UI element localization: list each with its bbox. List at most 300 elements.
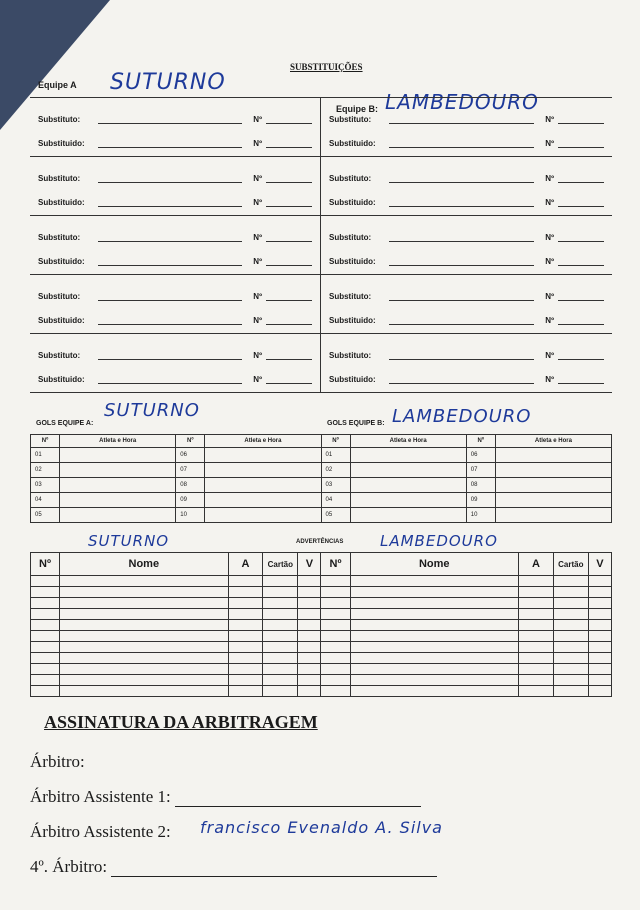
substituido-field[interactable]	[389, 324, 534, 325]
number-field[interactable]	[558, 324, 604, 325]
substituido-label: Substituido:	[329, 139, 376, 148]
substituido-line	[329, 195, 604, 209]
team-b-label: Equipe B:	[336, 104, 378, 114]
warnings-cell[interactable]	[321, 631, 350, 642]
warnings-cell[interactable]	[228, 620, 263, 631]
number-field[interactable]	[266, 241, 312, 242]
goals-team-b-handwritten: LAMBEDOURO	[392, 406, 532, 427]
goals-athlete-cell[interactable]	[205, 448, 321, 463]
substituto-field[interactable]	[98, 300, 242, 301]
warnings-cell[interactable]	[519, 587, 554, 598]
substituido-field[interactable]	[98, 206, 242, 207]
substituto-line	[329, 289, 604, 303]
warnings-cell[interactable]	[31, 576, 60, 587]
warnings-cell[interactable]	[60, 576, 228, 587]
substitution-cell	[30, 98, 321, 157]
goals-row-number: 05	[31, 508, 60, 523]
goals-col-no: Nº	[466, 435, 495, 448]
warnings-col-a: A	[519, 553, 554, 576]
warnings-cell[interactable]	[263, 642, 298, 653]
number-field[interactable]	[266, 300, 312, 301]
goals-row-number: 06	[176, 448, 205, 463]
substituido-label: Substituido:	[329, 375, 376, 384]
substituto-field[interactable]	[98, 359, 242, 360]
warnings-cell[interactable]	[553, 686, 588, 697]
warnings-cell[interactable]	[350, 686, 518, 697]
warnings-cell[interactable]	[298, 620, 321, 631]
substituto-field[interactable]	[389, 123, 534, 124]
substituido-field[interactable]	[389, 383, 534, 384]
warnings-team-b-handwritten: LAMBEDOURO	[380, 532, 498, 550]
warnings-col-v: V	[588, 553, 611, 576]
goals-athlete-cell[interactable]	[495, 463, 611, 478]
substituido-label: Substituido:	[329, 257, 376, 266]
substituido-line	[329, 372, 604, 386]
substituido-field[interactable]	[98, 383, 242, 384]
warnings-col-card: Cartão	[263, 553, 298, 576]
assistant2-line	[30, 822, 171, 842]
warnings-cell[interactable]	[553, 609, 588, 620]
warnings-cell[interactable]	[60, 631, 228, 642]
warnings-cell[interactable]	[263, 598, 298, 609]
number-field[interactable]	[266, 265, 312, 266]
warnings-cell[interactable]	[350, 642, 518, 653]
number-label: Nº	[545, 233, 554, 242]
warnings-cell[interactable]	[321, 675, 350, 686]
warnings-cell[interactable]	[553, 576, 588, 587]
warnings-cell[interactable]	[31, 653, 60, 664]
goals-row	[31, 508, 612, 523]
warnings-cell[interactable]	[350, 609, 518, 620]
goals-athlete-cell[interactable]	[350, 463, 466, 478]
warnings-cell[interactable]	[519, 675, 554, 686]
goals-col-no: Nº	[31, 435, 60, 448]
warnings-cell[interactable]	[553, 664, 588, 675]
warnings-cell[interactable]	[350, 675, 518, 686]
warnings-cell[interactable]	[519, 631, 554, 642]
substituto-line	[38, 289, 312, 303]
warnings-cell[interactable]	[31, 609, 60, 620]
warnings-cell[interactable]	[321, 576, 350, 587]
warnings-cell[interactable]	[588, 686, 611, 697]
goals-athlete-cell[interactable]	[60, 508, 176, 523]
warnings-cell[interactable]	[263, 675, 298, 686]
substituido-line	[329, 313, 604, 327]
team-b-handwritten-name: LAMBEDOURO	[385, 90, 539, 114]
goals-row-number: 03	[31, 478, 60, 493]
goals-row	[31, 493, 612, 508]
substituido-field[interactable]	[98, 265, 242, 266]
warnings-cell[interactable]	[321, 664, 350, 675]
warnings-row	[31, 576, 612, 587]
warnings-cell[interactable]	[321, 686, 350, 697]
goals-row-number: 04	[321, 493, 350, 508]
goals-athlete-cell[interactable]	[495, 478, 611, 493]
warnings-cell[interactable]	[588, 653, 611, 664]
number-field[interactable]	[558, 383, 604, 384]
goals-athlete-cell[interactable]	[350, 493, 466, 508]
goals-col-athlete: Atleta e Hora	[205, 435, 321, 448]
goals-col-athlete: Atleta e Hora	[495, 435, 611, 448]
warnings-cell[interactable]	[553, 631, 588, 642]
warnings-cell[interactable]	[298, 675, 321, 686]
substituto-field[interactable]	[389, 359, 534, 360]
warnings-cell[interactable]	[60, 675, 228, 686]
warnings-cell[interactable]	[228, 642, 263, 653]
substituido-label: Substituido:	[38, 375, 85, 384]
goals-athlete-cell[interactable]	[60, 493, 176, 508]
substituto-line	[329, 112, 604, 126]
number-label: Nº	[545, 316, 554, 325]
substituido-line	[38, 195, 312, 209]
warnings-row	[31, 631, 612, 642]
warnings-cell[interactable]	[31, 598, 60, 609]
substituto-field[interactable]	[98, 241, 242, 242]
goals-row-number: 02	[321, 463, 350, 478]
substituto-field[interactable]	[389, 300, 534, 301]
number-label: Nº	[545, 257, 554, 266]
warnings-cell[interactable]	[321, 587, 350, 598]
warnings-row	[31, 686, 612, 697]
number-field[interactable]	[558, 265, 604, 266]
substituido-field[interactable]	[98, 147, 242, 148]
assistant1-rule	[175, 792, 421, 807]
fourth-referee-rule	[111, 862, 437, 877]
warnings-cell[interactable]	[350, 620, 518, 631]
warnings-cell[interactable]	[60, 620, 228, 631]
assistant1-line	[30, 787, 421, 807]
assistant2-signature: francisco Evenaldo A. Silva	[200, 818, 443, 837]
warnings-cell[interactable]	[228, 587, 263, 598]
number-label: Nº	[545, 292, 554, 301]
warnings-cell[interactable]	[519, 664, 554, 675]
substituido-line	[38, 372, 312, 386]
goals-athlete-cell[interactable]	[60, 478, 176, 493]
number-field[interactable]	[266, 383, 312, 384]
goals-row-number: 02	[31, 463, 60, 478]
warnings-col-card: Cartão	[553, 553, 588, 576]
number-label: Nº	[253, 351, 262, 360]
substituido-field[interactable]	[98, 324, 242, 325]
warnings-cell[interactable]	[228, 664, 263, 675]
goals-team-a-label: GOLS EQUIPE A:	[36, 420, 94, 427]
warnings-cell[interactable]	[553, 598, 588, 609]
number-field[interactable]	[558, 182, 604, 183]
goals-athlete-cell[interactable]	[495, 448, 611, 463]
warnings-cell[interactable]	[588, 631, 611, 642]
warnings-cell[interactable]	[31, 642, 60, 653]
warnings-col-name: Nome	[350, 553, 518, 576]
substituto-label: Substituto:	[329, 174, 372, 183]
goals-athlete-cell[interactable]	[205, 463, 321, 478]
goals-row-number: 01	[321, 448, 350, 463]
warnings-cell[interactable]	[60, 642, 228, 653]
fourth-referee-line	[30, 857, 437, 877]
warnings-cell[interactable]	[263, 620, 298, 631]
number-label: Nº	[253, 115, 262, 124]
warnings-cell[interactable]	[263, 653, 298, 664]
substituido-line	[38, 254, 312, 268]
warnings-col-no: Nº	[31, 553, 60, 576]
warnings-cell[interactable]	[321, 620, 350, 631]
number-label: Nº	[253, 233, 262, 242]
warnings-cell[interactable]	[519, 653, 554, 664]
warnings-cell[interactable]	[350, 587, 518, 598]
warnings-cell[interactable]	[263, 576, 298, 587]
referee-line	[30, 752, 85, 772]
number-label: Nº	[545, 115, 554, 124]
warnings-col-no: Nº	[321, 553, 350, 576]
number-label: Nº	[545, 139, 554, 148]
substituto-label: Substituto:	[38, 115, 81, 124]
warnings-cell[interactable]	[519, 576, 554, 587]
goals-row-number: 05	[321, 508, 350, 523]
substituido-label: Substituido:	[329, 316, 376, 325]
substitution-cell	[30, 334, 321, 393]
warnings-cell[interactable]	[31, 664, 60, 675]
goals-col-no: Nº	[321, 435, 350, 448]
warnings-cell[interactable]	[519, 609, 554, 620]
number-field[interactable]	[558, 300, 604, 301]
substituido-label: Substituido:	[38, 139, 85, 148]
goals-row-number: 01	[31, 448, 60, 463]
goals-athlete-cell[interactable]	[350, 478, 466, 493]
number-label: Nº	[253, 375, 262, 384]
substituto-label: Substituto:	[329, 115, 372, 124]
substituto-line	[329, 171, 604, 185]
warnings-cell[interactable]	[588, 642, 611, 653]
substituto-field[interactable]	[98, 182, 242, 183]
substituto-label: Substituto:	[329, 233, 372, 242]
goals-athlete-cell[interactable]	[60, 463, 176, 478]
goals-row-number: 03	[321, 478, 350, 493]
number-field[interactable]	[266, 359, 312, 360]
warnings-cell[interactable]	[298, 631, 321, 642]
warnings-cell[interactable]	[588, 620, 611, 631]
warnings-cell[interactable]	[263, 587, 298, 598]
substituido-label: Substituido:	[38, 198, 85, 207]
warnings-cell[interactable]	[263, 609, 298, 620]
warnings-cell[interactable]	[60, 587, 228, 598]
warnings-cell[interactable]	[298, 653, 321, 664]
number-label: Nº	[545, 174, 554, 183]
warnings-cell[interactable]	[350, 653, 518, 664]
number-field[interactable]	[558, 359, 604, 360]
warnings-cell[interactable]	[60, 664, 228, 675]
warnings-cell[interactable]	[553, 587, 588, 598]
warnings-cell[interactable]	[228, 609, 263, 620]
warnings-cell[interactable]	[588, 587, 611, 598]
goals-row-number: 08	[466, 478, 495, 493]
substituto-field[interactable]	[389, 182, 534, 183]
warnings-row	[31, 598, 612, 609]
goals-athlete-cell[interactable]	[205, 493, 321, 508]
warnings-cell[interactable]	[228, 653, 263, 664]
warnings-cell[interactable]	[553, 642, 588, 653]
warnings-cell[interactable]	[60, 653, 228, 664]
number-label: Nº	[253, 198, 262, 207]
goals-table	[30, 434, 612, 523]
substituido-field[interactable]	[389, 206, 534, 207]
warnings-cell[interactable]	[298, 609, 321, 620]
team-a-handwritten-name: SUTURNO	[110, 70, 226, 95]
warnings-section	[30, 552, 612, 697]
substitution-cell	[321, 275, 612, 334]
goals-col-athlete: Atleta e Hora	[60, 435, 176, 448]
substituido-label: Substituido:	[38, 257, 85, 266]
warnings-title: ADVERTÊNCIAS	[296, 539, 344, 545]
warnings-row	[31, 642, 612, 653]
goals-team-b-label: GOLS EQUIPE B:	[327, 420, 385, 427]
substitution-cell	[321, 98, 612, 157]
goals-row	[31, 448, 612, 463]
warnings-cell[interactable]	[298, 664, 321, 675]
warnings-cell[interactable]	[321, 653, 350, 664]
warnings-row	[31, 609, 612, 620]
goals-row	[31, 478, 612, 493]
substituido-line	[329, 254, 604, 268]
warnings-cell[interactable]	[31, 686, 60, 697]
number-label: Nº	[545, 351, 554, 360]
substituto-label: Substituto:	[38, 174, 81, 183]
warnings-cell[interactable]	[588, 675, 611, 686]
warnings-cell[interactable]	[228, 598, 263, 609]
substituto-label: Substituto:	[38, 292, 81, 301]
warnings-col-name: Nome	[60, 553, 228, 576]
substitution-cell	[321, 216, 612, 275]
goals-team-a-handwritten: SUTURNO	[104, 400, 200, 421]
number-label: Nº	[253, 257, 262, 266]
goals-row-number: 07	[466, 463, 495, 478]
substitution-cell	[321, 334, 612, 393]
warnings-cell[interactable]	[60, 598, 228, 609]
warnings-cell[interactable]	[519, 642, 554, 653]
substitution-cell	[30, 275, 321, 334]
number-field[interactable]	[558, 123, 604, 124]
number-label: Nº	[545, 198, 554, 207]
number-field[interactable]	[266, 123, 312, 124]
substituto-field[interactable]	[389, 241, 534, 242]
number-label: Nº	[253, 316, 262, 325]
substituto-label: Substituto:	[329, 351, 372, 360]
substituto-line	[38, 112, 312, 126]
warnings-row	[31, 587, 612, 598]
warnings-cell[interactable]	[321, 642, 350, 653]
warnings-cell[interactable]	[298, 642, 321, 653]
number-field[interactable]	[558, 147, 604, 148]
goals-col-no: Nº	[176, 435, 205, 448]
warnings-cell[interactable]	[31, 631, 60, 642]
substituto-field[interactable]	[98, 123, 242, 124]
warnings-row	[31, 620, 612, 631]
substitution-cell	[30, 216, 321, 275]
warnings-cell[interactable]	[31, 620, 60, 631]
warnings-cell[interactable]	[553, 653, 588, 664]
warnings-cell[interactable]	[321, 609, 350, 620]
warnings-cell[interactable]	[263, 664, 298, 675]
substituto-line	[329, 348, 604, 362]
warnings-cell[interactable]	[588, 609, 611, 620]
warnings-cell[interactable]	[519, 620, 554, 631]
warnings-cell[interactable]	[350, 664, 518, 675]
warnings-cell[interactable]	[60, 609, 228, 620]
warnings-col-a: A	[228, 553, 263, 576]
goals-row-number: 09	[466, 493, 495, 508]
substituto-label: Substituto:	[329, 292, 372, 301]
warnings-cell[interactable]	[31, 675, 60, 686]
number-field[interactable]	[266, 147, 312, 148]
number-field[interactable]	[558, 206, 604, 207]
goals-row-number: 06	[466, 448, 495, 463]
number-label: Nº	[253, 174, 262, 183]
warnings-cell[interactable]	[588, 576, 611, 587]
warnings-cell[interactable]	[553, 675, 588, 686]
warnings-row	[31, 653, 612, 664]
warnings-cell[interactable]	[350, 598, 518, 609]
warnings-cell[interactable]	[350, 576, 518, 587]
substitution-cell	[321, 157, 612, 216]
assistant1-label: Árbitro Assistente 1:	[30, 787, 171, 806]
goals-athlete-cell[interactable]	[495, 493, 611, 508]
warnings-cell[interactable]	[31, 587, 60, 598]
warnings-cell[interactable]	[228, 631, 263, 642]
warnings-cell[interactable]	[298, 686, 321, 697]
warnings-cell[interactable]	[519, 598, 554, 609]
substituto-line	[329, 230, 604, 244]
warnings-table	[30, 552, 612, 697]
warnings-cell[interactable]	[588, 664, 611, 675]
warnings-cell[interactable]	[263, 631, 298, 642]
warnings-cell[interactable]	[228, 576, 263, 587]
substituto-line	[38, 171, 312, 185]
substitution-cell	[30, 157, 321, 216]
warnings-col-v: V	[298, 553, 321, 576]
warnings-cell[interactable]	[321, 598, 350, 609]
goals-athlete-cell[interactable]	[495, 508, 611, 523]
warnings-cell[interactable]	[553, 620, 588, 631]
goals-athlete-cell[interactable]	[350, 448, 466, 463]
goals-athlete-cell[interactable]	[350, 508, 466, 523]
referee-label: Árbitro:	[30, 752, 85, 771]
warnings-cell[interactable]	[519, 686, 554, 697]
goals-row-number: 04	[31, 493, 60, 508]
warnings-cell[interactable]	[298, 598, 321, 609]
warnings-cell[interactable]	[588, 598, 611, 609]
warnings-cell[interactable]	[60, 686, 228, 697]
warnings-row	[31, 675, 612, 686]
goals-athlete-cell[interactable]	[60, 448, 176, 463]
substituido-line	[38, 136, 312, 150]
warnings-cell[interactable]	[263, 686, 298, 697]
warnings-cell[interactable]	[228, 686, 263, 697]
number-label: Nº	[545, 375, 554, 384]
warnings-cell[interactable]	[350, 631, 518, 642]
warnings-cell[interactable]	[228, 675, 263, 686]
warnings-cell[interactable]	[298, 576, 321, 587]
number-field[interactable]	[558, 241, 604, 242]
substituido-label: Substituido:	[329, 198, 376, 207]
goals-athlete-cell[interactable]	[205, 508, 321, 523]
goals-row-number: 07	[176, 463, 205, 478]
substituido-field[interactable]	[389, 265, 534, 266]
number-field[interactable]	[266, 182, 312, 183]
section-title: SUBSTITUIÇÕES	[290, 62, 363, 72]
substituido-field[interactable]	[389, 147, 534, 148]
number-field[interactable]	[266, 206, 312, 207]
goals-athlete-cell[interactable]	[205, 478, 321, 493]
number-field[interactable]	[266, 324, 312, 325]
warnings-cell[interactable]	[298, 587, 321, 598]
